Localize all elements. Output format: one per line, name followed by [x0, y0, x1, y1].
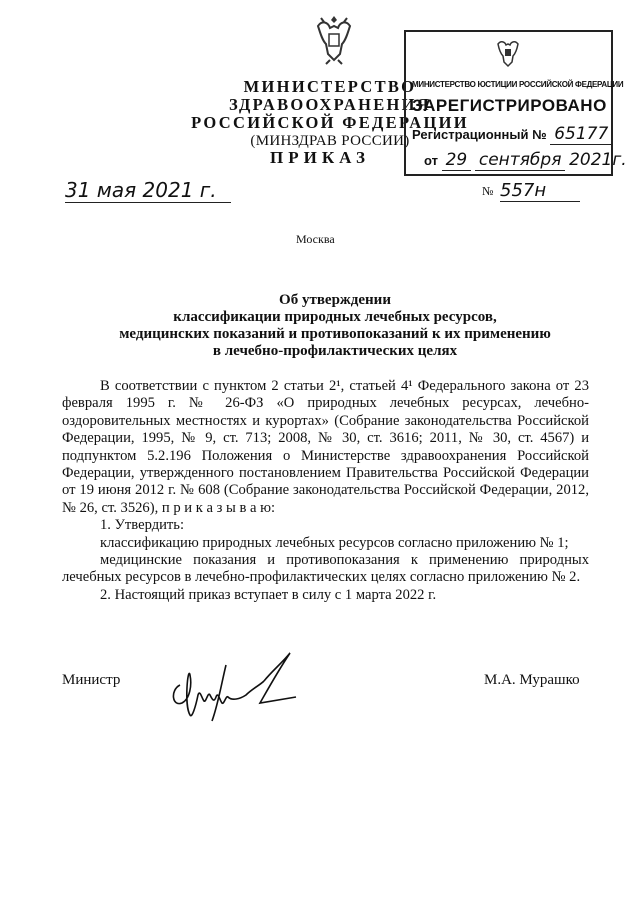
signer-position: Министр [62, 672, 121, 688]
title-line-3: медицинских показаний и противопоказаний к их применению [119, 326, 551, 342]
stamp-date-year: 2021г. [569, 150, 627, 170]
document-title [60, 292, 610, 360]
stamp-organization: МИНИСТЕРСТВО ЮСТИЦИИ РОССИЙСКОЙ ФЕДЕРАЦИИ [412, 80, 624, 89]
title-line-1: Об утверждении [279, 292, 391, 308]
item-1b: медицинские показания и противопоказания к применению природных лечебных ресурсов в лечебно-профилактических целях согласно приложению № 2. [62, 552, 589, 586]
stamp-reg-label: Регистрационный № [412, 127, 547, 142]
stamp-date-month: сентября [475, 150, 566, 171]
item-1: 1. Утвердить: [100, 517, 185, 534]
stamp-date-prefix: от [424, 153, 438, 168]
title-line-2: классификации природных лечебных ресурсов, [173, 309, 497, 325]
registration-stamp [404, 30, 627, 176]
stamp-emblem-icon [495, 36, 521, 68]
ministry-name-line1: МИНИСТЕРСТВО ЗДРАВООХРАНЕНИЯ [228, 77, 432, 114]
title-line-4: в лечебно-профилактических целях [212, 343, 458, 359]
preamble-paragraph: В соответствии с пунктом 2 статьи 2¹, статьей 4¹ Федерального закона от 23 февраля 1995 г. № 26-ФЗ «О природных лечебных ресурсах, лечебно-оздоровительных местностях и курортах» (Собрание законодательства Российской Федерации, 1995, № 9, ст. 713; 2008, № 30, ст. 3616; 2011, № 30, ст. 4567) и подпунктом 5.2.196 Положения о Министерстве здравоохранения Российской Федерации, утвержденного постановлением Правительства Российской Федерации от 19 июня 2012 г. № 608 (Собрание законодательства Российской Федерации, 2012, № 26, ст. 3526), п р и к а з ы в а ю: [62, 378, 589, 516]
item-2: 2. Настоящий приказ вступает в силу с 1 марта 2022 г. [100, 586, 437, 603]
document-body [62, 378, 589, 604]
ministry-name-line2: РОССИЙСКОЙ ФЕДЕРАЦИИ [191, 113, 469, 132]
stamp-registration-line [412, 124, 612, 144]
signer-name: М.А. Мурашко [484, 672, 580, 688]
coat-of-arms-emblem [312, 12, 356, 66]
ministry-short-name: (МИНЗДРАВ РОССИИ) [250, 133, 410, 149]
document-number-label: № [482, 184, 494, 198]
document-type: ПРИКАЗ [270, 148, 370, 167]
document-date: 31 мая 2021 г. [65, 178, 231, 203]
item-1a: классификацию природных лечебных ресурсов согласно приложению № 1; [100, 534, 569, 551]
stamp-date-line [424, 150, 627, 170]
stamp-date-day: 29 [442, 150, 472, 171]
stamp-status: ЗАРЕГИСТРИРОВАНО [412, 96, 607, 115]
document-city: Москва [296, 232, 335, 246]
document-number: 557н [500, 180, 580, 202]
stamp-reg-number: 65177 [550, 124, 612, 145]
handwritten-signature [160, 645, 310, 730]
